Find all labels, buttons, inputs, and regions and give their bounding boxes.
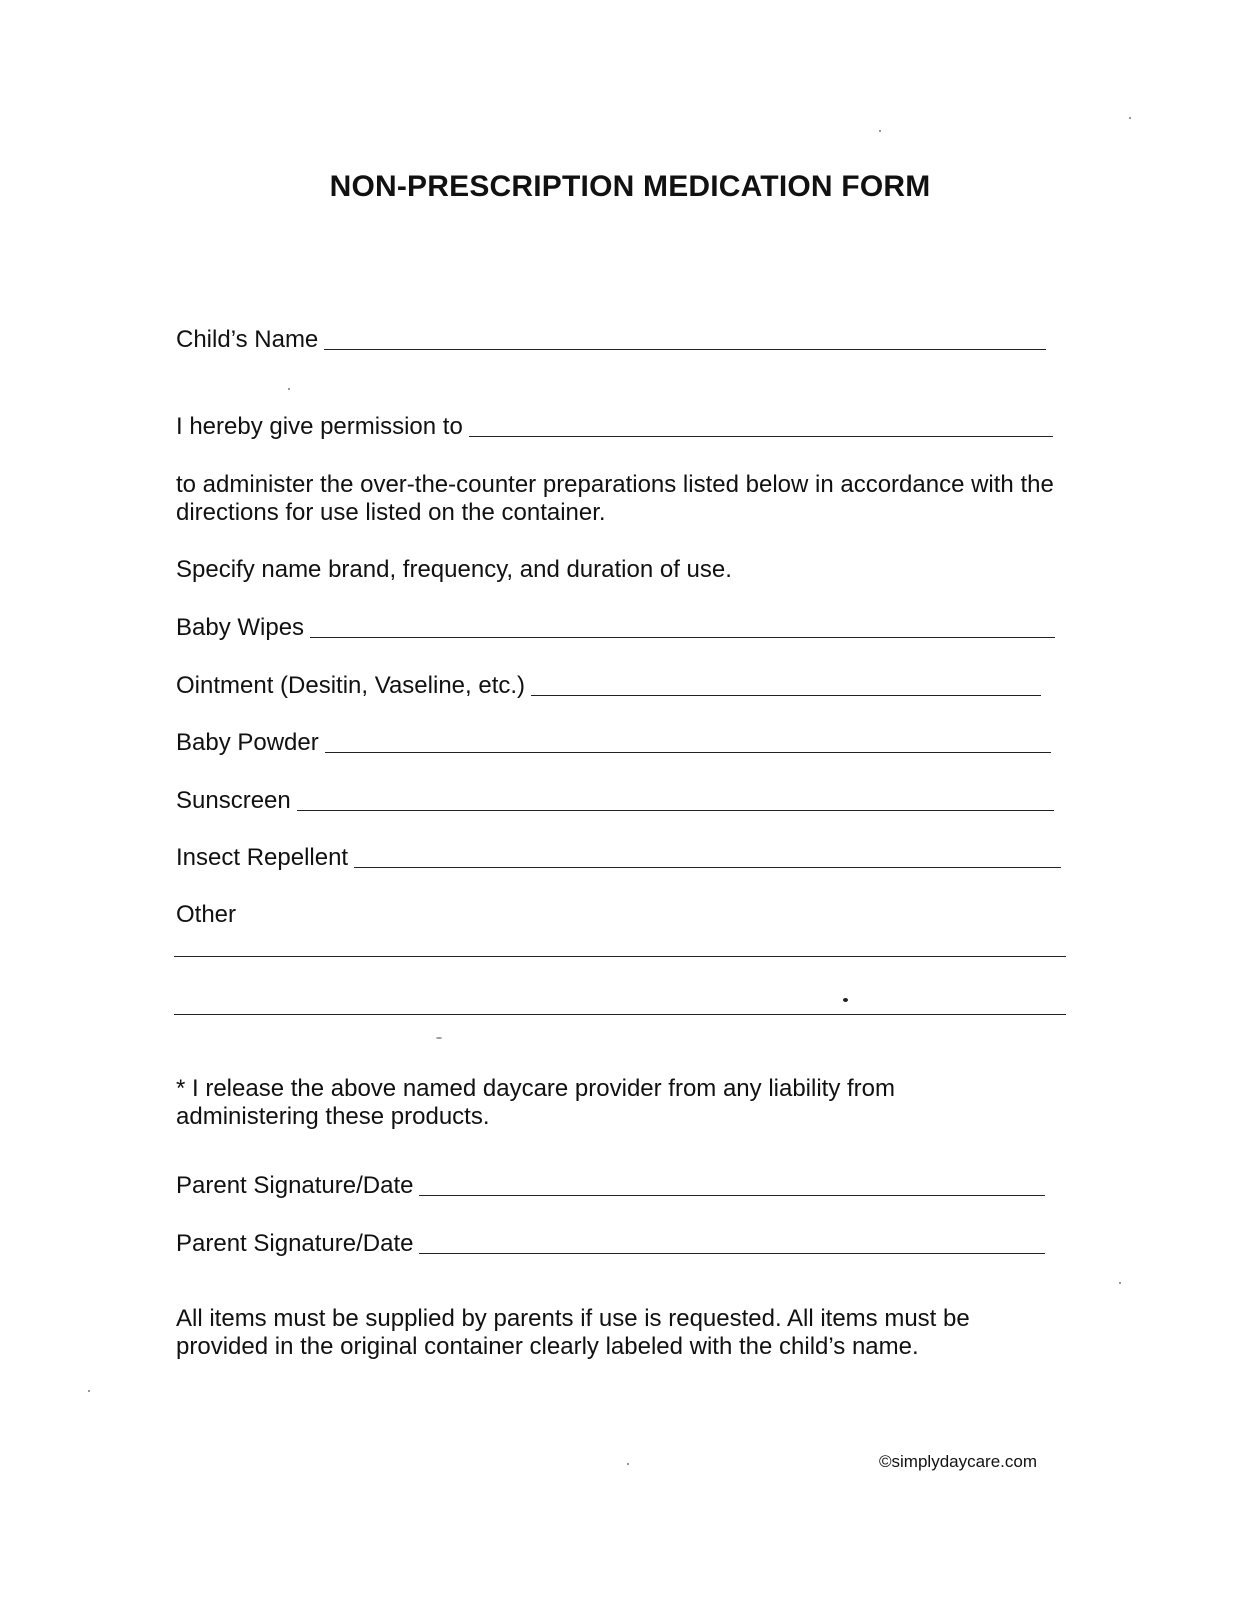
release-paragraph: * I release the above named daycare provider from any liability from administering these products.	[176, 1075, 896, 1130]
other-label: Other	[176, 901, 237, 928]
child-name-field[interactable]	[324, 349, 1046, 350]
child-name-label: Child’s Name	[176, 326, 319, 353]
baby-wipes-field[interactable]	[310, 637, 1055, 638]
baby-wipes-label: Baby Wipes	[176, 614, 305, 641]
parent-signature-field-1[interactable]	[419, 1195, 1045, 1196]
copyright-text: ©simplydaycare.com	[879, 1452, 1038, 1471]
baby-powder-label: Baby Powder	[176, 729, 319, 756]
parent-signature-label: Parent Signature/Date	[176, 1230, 414, 1257]
scan-speck	[1119, 1282, 1121, 1284]
sunscreen-field[interactable]	[297, 810, 1054, 811]
parent-signature-field-2[interactable]	[419, 1253, 1045, 1254]
caregiver-name-field[interactable]	[469, 436, 1053, 437]
supply-note: All items must be supplied by parents if use is requested. All items must be provided in the original container clearly labeled with the child’s name.	[176, 1305, 970, 1360]
scan-speck	[88, 1390, 90, 1392]
ointment-label: Ointment (Desitin, Vaseline, etc.)	[176, 672, 526, 699]
insect-repellent-label: Insect Repellent	[176, 844, 349, 871]
parent-signature-row-1	[176, 1172, 1045, 1200]
specify-instruction: Specify name brand, frequency, and duration of use.	[176, 556, 732, 583]
other-row	[176, 901, 236, 929]
permission-label: I hereby give permission to	[176, 413, 463, 440]
scan-speck	[436, 1037, 442, 1039]
other-field-line-1[interactable]	[174, 956, 1066, 957]
ointment-field[interactable]	[531, 695, 1041, 696]
child-name-row	[176, 326, 1046, 354]
baby-powder-row	[176, 729, 1051, 757]
sunscreen-row	[176, 787, 1054, 815]
scan-speck	[879, 130, 881, 132]
parent-signature-label: Parent Signature/Date	[176, 1172, 414, 1199]
permission-row	[176, 413, 1053, 441]
form-title: NON-PRESCRIPTION MEDICATION FORM	[329, 170, 931, 203]
scan-speck	[1129, 117, 1131, 119]
parent-signature-row-2	[176, 1230, 1045, 1258]
insect-repellent-row	[176, 844, 1061, 872]
scan-speck	[843, 998, 848, 1002]
other-field-line-2[interactable]	[174, 1014, 1066, 1015]
administer-paragraph: to administer the over-the-counter preparations listed below in accordance with the directions for use listed on the container.	[176, 471, 1054, 526]
scan-speck	[627, 1463, 629, 1465]
ointment-row	[176, 672, 1041, 700]
scan-speck	[288, 388, 290, 390]
insect-repellent-field[interactable]	[354, 867, 1061, 868]
baby-wipes-row	[176, 614, 1055, 642]
baby-powder-field[interactable]	[325, 752, 1051, 753]
sunscreen-label: Sunscreen	[176, 787, 291, 814]
